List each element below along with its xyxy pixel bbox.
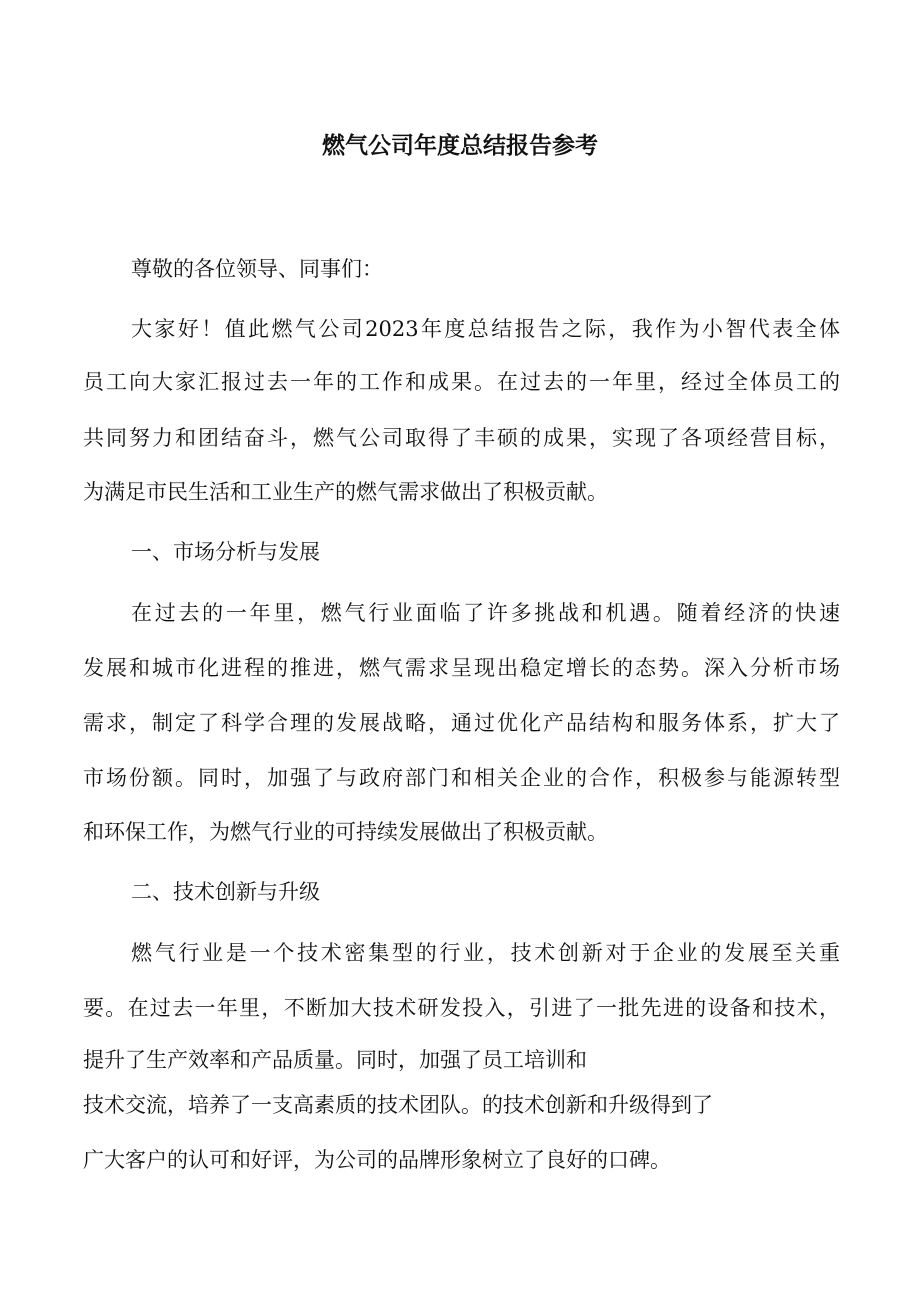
paragraph-market-line-1: 在过去的一年里，燃气行业面临了许多挑战和机遇。随着经济的快速 [131,601,840,625]
paragraph-technology-line-4: 技术交流，培养了一支高素质的技术团队。的技术创新和升级得到了 [83,1093,713,1117]
paragraph-market-line-2: 发展和城市化进程的推进，燃气需求呈现出稳定增长的态势。深入分析市场 [83,656,840,680]
paragraph-technology-line-3: 提升了生产效率和产品质量。同时，加强了员工培训和 [83,1048,587,1072]
document-title: 燃气公司年度总结报告参考 [322,133,598,159]
paragraph-technology-line-2: 要。在过去一年里，不断加大技术研发投入，引进了一批先进的设备和技术， [83,996,840,1020]
paragraph-technology-line-1: 燃气行业是一个技术密集型的行业，技术创新对于企业的发展至关重 [131,941,840,965]
paragraph-intro-line-1: 大家好！值此燃气公司2023年度总结报告之际，我作为小智代表全体 [131,317,840,341]
paragraph-market-line-4: 市场份额。同时，加强了与政府部门和相关企业的合作，积极参与能源转型 [83,766,840,790]
salutation-line: 尊敬的各位领导、同事们： [131,257,383,281]
section-heading-technology: 二、技术创新与升级 [131,880,320,904]
section-heading-market: 一、市场分析与发展 [131,540,320,564]
paragraph-market-line-3: 需求，制定了科学合理的发展战略，通过优化产品结构和服务体系，扩大了 [83,711,840,735]
paragraph-market-line-5: 和环保工作，为燃气行业的可持续发展做出了积极贡献。 [83,820,608,844]
paragraph-intro-line-3: 共同努力和团结奋斗，燃气公司取得了丰硕的成果，实现了各项经营目标， [83,426,840,450]
paragraph-technology-line-5: 广大客户的认可和好评，为公司的品牌形象树立了良好的口碑。 [83,1148,671,1172]
paragraph-intro-line-4: 为满足市民生活和工业生产的燃气需求做出了积极贡献。 [83,480,608,504]
paragraph-intro-line-2: 员工向大家汇报过去一年的工作和成果。在过去的一年里，经过全体员工的 [83,370,840,394]
